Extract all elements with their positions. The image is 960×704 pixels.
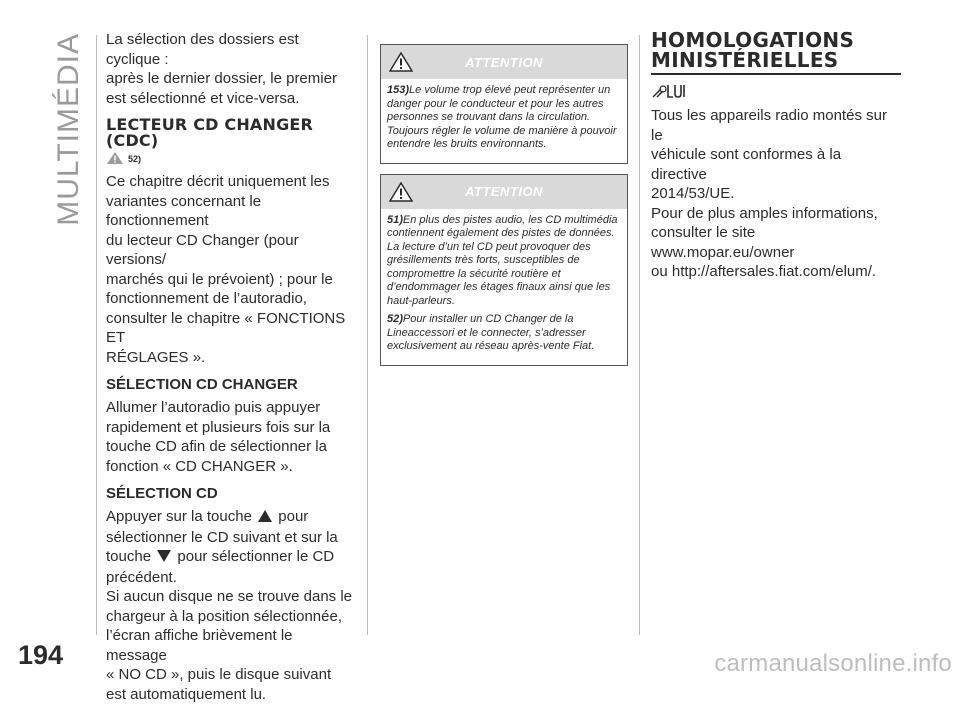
title-line: HOMOLOGATIONS xyxy=(651,28,855,52)
warning-text: En plus des pistes audio, les CD multimédia contiennent également des pistes de données. La lecture d’un tel CD peut provoquer des grésillements très forts, susceptibles de compromettre la sécurité routière et d’endommager les étages finaux ainsi que les haut-parleurs. xyxy=(387,213,618,307)
radio-approval-icon xyxy=(651,81,901,104)
watermark: carmanualsonline.info xyxy=(714,650,952,677)
warning-text: Le volume trop élevé peut représenter un danger pour le conducteur et pour les autres personnes se trouvant dans la circulation. Toujours régler le volume de manière à pouvoir entendre les bruits environnants. xyxy=(387,84,617,150)
margin-divider xyxy=(96,35,97,635)
down-arrow-icon xyxy=(157,548,171,568)
text-line: touche xyxy=(106,548,152,565)
warning-title: ATTENTION xyxy=(465,54,543,70)
text-line: ou http://aftersales.fiat.com/elum/. xyxy=(651,263,877,280)
warning-header xyxy=(381,45,627,79)
text-line: du lecteur CD Changer (pour versions/ xyxy=(106,231,299,268)
title-underline xyxy=(651,73,901,75)
text-line: véhicule sont conformes à la directive xyxy=(651,146,842,183)
text-line: marchés qui le prévoient) ; pour le xyxy=(106,270,333,288)
warning-item xyxy=(387,313,621,354)
text-line: touche CD afin de sélectionner la xyxy=(106,438,327,455)
text-line: Tous les appareils radio montés sur le xyxy=(651,107,887,144)
warning-box xyxy=(380,174,628,366)
text-line: l’écran affiche brièvement le message xyxy=(106,627,293,664)
warning-body xyxy=(381,209,627,365)
chapter-side-label: MULTIMÉDIA xyxy=(52,33,85,226)
text-line: Allumer l’autoradio puis appuyer xyxy=(106,399,321,416)
text-line: pour xyxy=(278,508,309,525)
text-line: chargeur à la position sélectionnée, xyxy=(106,607,342,625)
compliance-paragraph xyxy=(651,106,901,282)
column-right xyxy=(651,30,901,282)
cd-changer-paragraph xyxy=(106,398,356,476)
heading-line: LECTEUR CD CHANGER xyxy=(106,115,314,134)
text-line: est automatiquement lu. xyxy=(106,685,267,703)
warning-triangle-icon xyxy=(389,182,413,207)
text-line: pour sélectionner le CD xyxy=(177,548,335,565)
warning-text: Pour installer un CD Changer de la Lineaccessori et le connecter, s’adresser exclusivement au réseau après-vente Fiat. xyxy=(387,313,595,352)
warning-body xyxy=(381,79,627,163)
warning-number: 153) xyxy=(387,84,410,96)
text-line: consulter le site www.mopar.eu/owner xyxy=(651,224,795,261)
warning-item xyxy=(387,214,621,309)
page-number: 194 xyxy=(18,640,64,670)
warning-title: ATTENTION xyxy=(465,184,543,199)
text-line: variantes concernant le fonctionnement xyxy=(106,192,262,229)
text-line: fonctionnement de l’autoradio, xyxy=(106,290,307,307)
up-arrow-icon xyxy=(258,508,272,528)
text-line: sélectionner le CD suivant et sur la xyxy=(106,528,338,546)
text-line: après le dernier dossier, le premier xyxy=(106,70,337,87)
reference-number: 52) xyxy=(128,154,142,164)
section-heading-cd-changer xyxy=(106,117,356,149)
column-divider xyxy=(639,35,640,635)
text-line: 2014/53/UE. xyxy=(651,185,735,202)
subheading-cd-changer-selection: SÉLECTION CD CHANGER xyxy=(106,376,298,393)
text-line: Pour de plus amples informations, xyxy=(651,204,878,222)
text-line: est sélectionné et vice-versa. xyxy=(106,89,300,107)
warning-reference xyxy=(106,151,356,167)
heading-line: (CDC) xyxy=(106,131,159,150)
warning-triangle-icon xyxy=(106,151,124,167)
text-line: Ce chapitre décrit uniquement les xyxy=(106,173,330,190)
warning-number: 52) xyxy=(387,313,403,325)
title-line: MINISTÉRIELLES xyxy=(651,48,839,72)
description-paragraph xyxy=(106,172,356,367)
subheading-cd-selection: SÉLECTION CD xyxy=(106,485,218,502)
warning-triangle-icon xyxy=(389,52,413,77)
text-line: rapidement et plusieurs fois sur la xyxy=(106,418,331,436)
text-line: Si aucun disque ne se trouve dans le xyxy=(106,588,352,605)
text-line: fonction « CD CHANGER ». xyxy=(106,457,293,475)
text-line: Appuyer sur la touche xyxy=(106,508,252,525)
warning-box xyxy=(380,44,628,164)
column-left xyxy=(106,30,356,704)
text-line: RÉGLAGES ». xyxy=(106,348,206,366)
column-divider xyxy=(367,35,368,635)
cd-selection-paragraph xyxy=(106,507,356,704)
warning-number: 51) xyxy=(387,213,403,226)
text-line: La sélection des dossiers est cyclique : xyxy=(106,31,299,68)
column-middle xyxy=(380,44,628,376)
text-line: précédent. xyxy=(106,568,177,586)
text-line: « NO CD », puis le disque suivant xyxy=(106,666,332,683)
section-title-homologations xyxy=(651,30,901,70)
warning-header xyxy=(381,175,627,209)
warning-item xyxy=(387,84,621,152)
text-line: consulter le chapitre « FONCTIONS ET xyxy=(106,309,346,346)
intro-paragraph xyxy=(106,30,356,108)
